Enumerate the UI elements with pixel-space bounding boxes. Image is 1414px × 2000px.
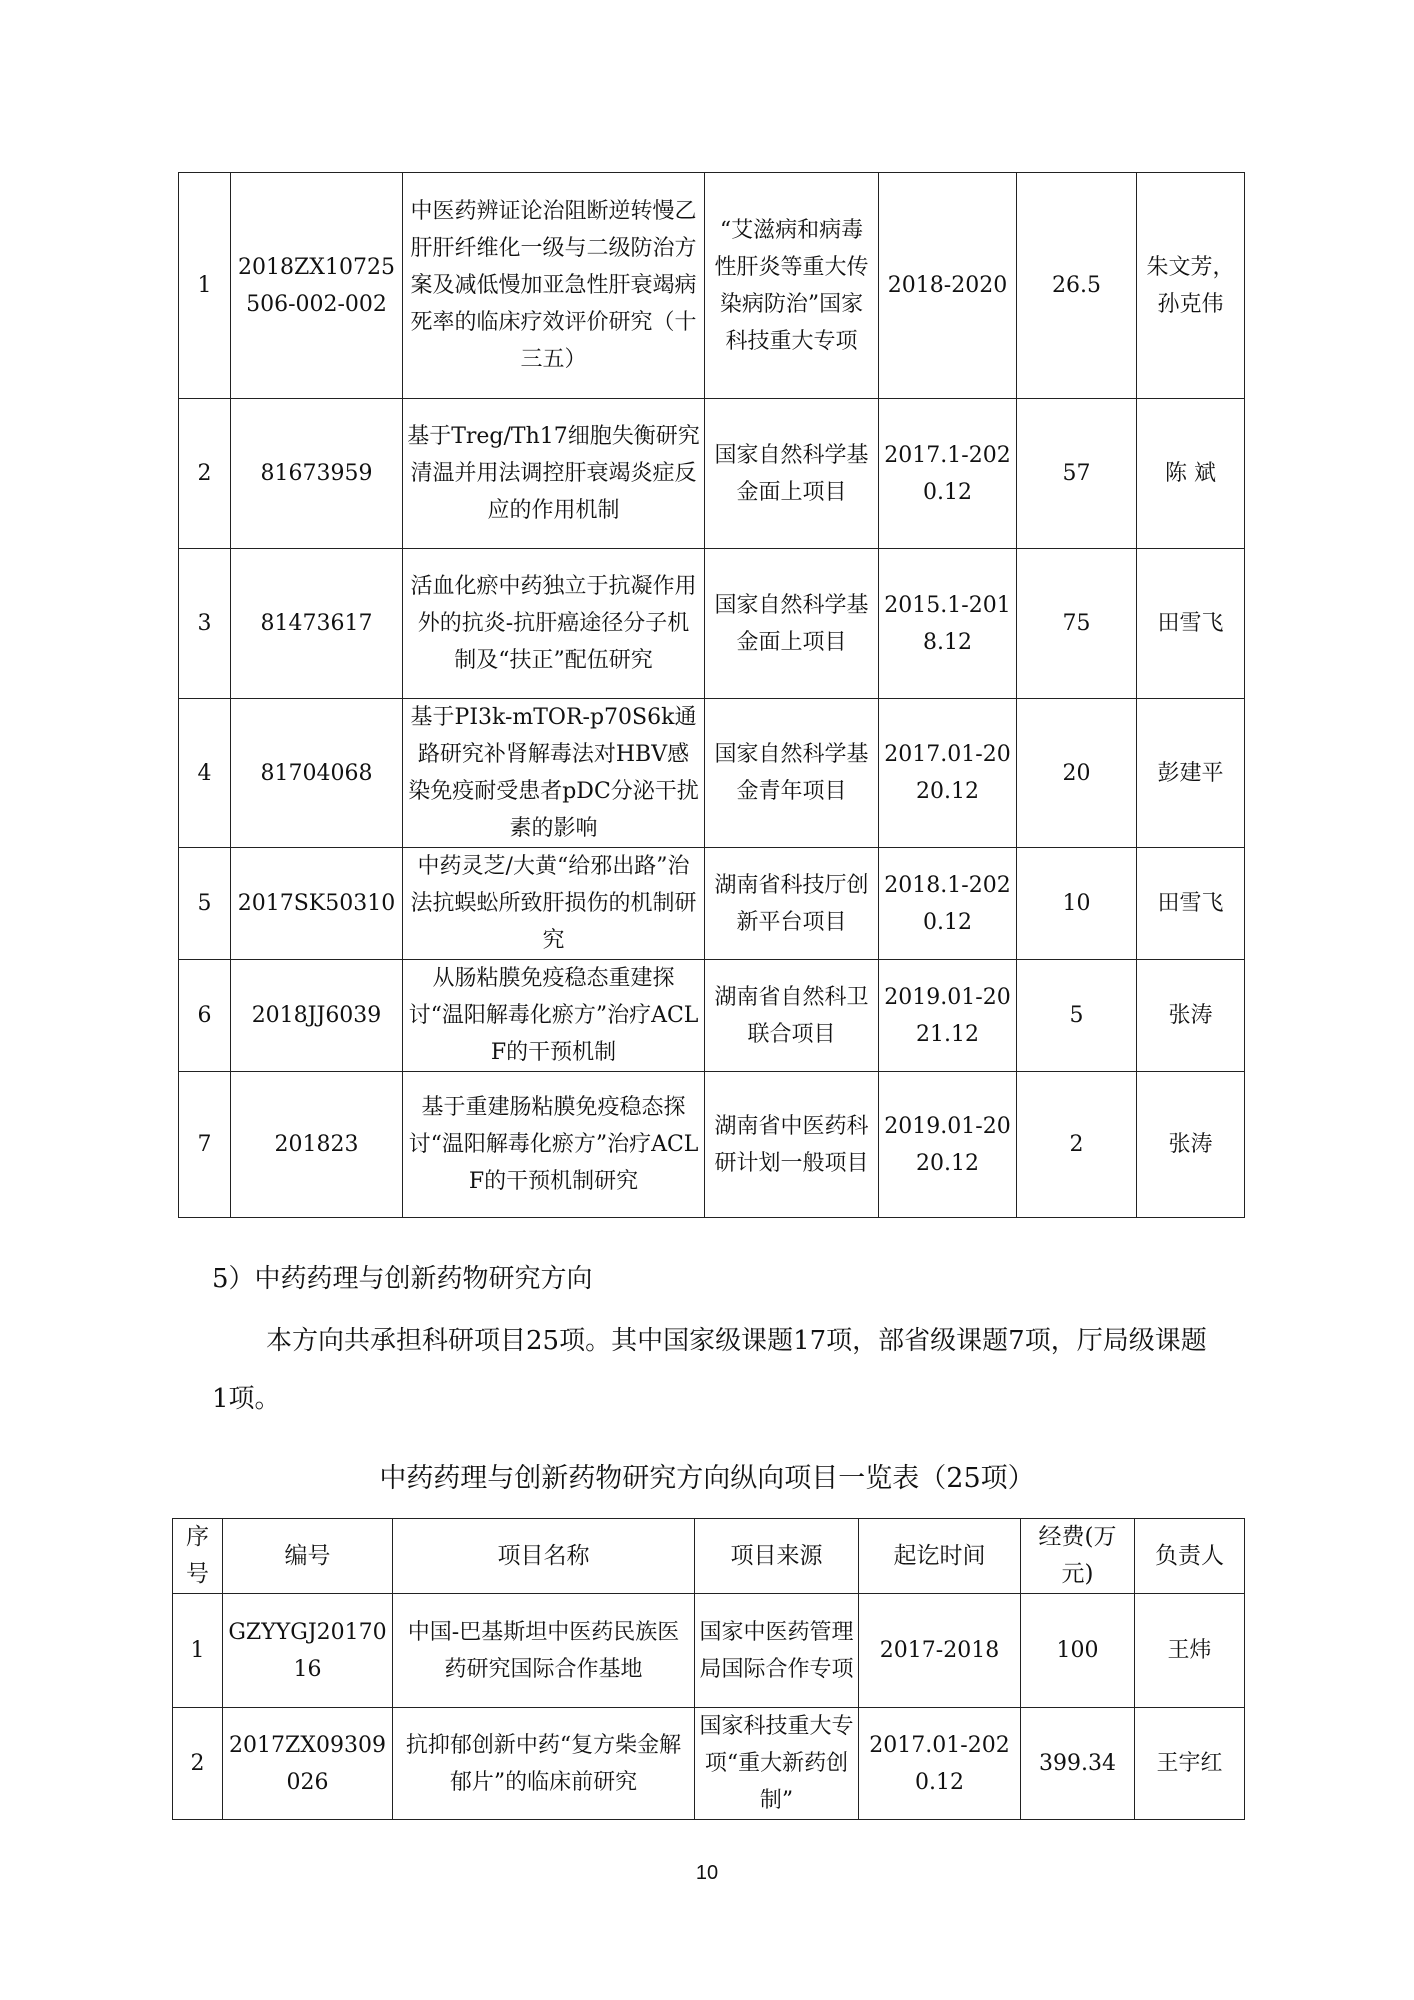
cell-leader: 王炜: [1135, 1594, 1245, 1708]
cell-period: 2018-2020: [879, 173, 1017, 399]
cell-index: 5: [179, 848, 231, 960]
cell-source: 湖南省自然科卫联合项目: [705, 960, 879, 1072]
header-code: 编号: [223, 1519, 393, 1594]
cell-leader: 张涛: [1137, 960, 1245, 1072]
cell-leader: 田雪飞: [1137, 549, 1245, 699]
cell-funding: 57: [1017, 399, 1137, 549]
cell-source: 国家自然科学基金面上项目: [705, 399, 879, 549]
cell-code: 81704068: [231, 699, 403, 848]
cell-source: 国家自然科学基金面上项目: [705, 549, 879, 699]
cell-code: GZYYGJ2017016: [223, 1594, 393, 1708]
table-row: [179, 960, 1245, 1072]
cell-code: 201823: [231, 1072, 403, 1218]
cell-name: 基于PI3k-mTOR-p70S6k通路研究补肾解毒法对HBV感染免疫耐受患者pDC分泌干扰素的影响: [403, 699, 705, 848]
cell-name: 中国-巴基斯坦中医药民族医药研究国际合作基地: [393, 1594, 695, 1708]
cell-period: 2015.1-2018.12: [879, 549, 1017, 699]
cell-period: 2019.01-2020.12: [879, 1072, 1017, 1218]
cell-funding: 10: [1017, 848, 1137, 960]
section-heading: 5）中药药理与创新药物研究方向: [212, 1264, 593, 1294]
header-name: 项目名称: [393, 1519, 695, 1594]
cell-index: 3: [179, 549, 231, 699]
table-row: [173, 1594, 1245, 1708]
cell-leader: 彭建平: [1137, 699, 1245, 848]
cell-period: 2019.01-2021.12: [879, 960, 1017, 1072]
cell-code: 2018ZX10725506-002-002: [231, 173, 403, 399]
header-period: 起讫时间: [859, 1519, 1021, 1594]
cell-name: 中医药辨证论治阻断逆转慢乙肝肝纤维化一级与二级防治方案及减低慢加亚急性肝衰竭病死率的临床疗效评价研究（十三五）: [403, 173, 705, 399]
cell-source: 国家科技重大专项“重大新药创制”: [695, 1708, 859, 1820]
cell-code: 2017ZX09309026: [223, 1708, 393, 1820]
cell-funding: 5: [1017, 960, 1137, 1072]
cell-index: 6: [179, 960, 231, 1072]
table-title: 中药药理与创新药物研究方向纵向项目一览表（25项）: [379, 1463, 1035, 1494]
cell-name: 活血化瘀中药独立于抗凝作用外的抗炎-抗肝癌途径分子机制及“扶正”配伍研究: [403, 549, 705, 699]
section-paragraph: 本方向共承担科研项目25项。其中国家级课题17项，部省级课题7项，厅局级课题1项。: [212, 1326, 1207, 1414]
cell-leader: 王宇红: [1135, 1708, 1245, 1820]
table-row: [179, 549, 1245, 699]
cell-index: 4: [179, 699, 231, 848]
cell-source: 国家自然科学基金青年项目: [705, 699, 879, 848]
table-row: [179, 1072, 1245, 1218]
cell-name: 基于重建肠粘膜免疫稳态探讨“温阳解毒化瘀方”治疗ACLF的干预机制研究: [403, 1072, 705, 1218]
header-index: 序号: [173, 1519, 223, 1594]
cell-period: 2017.1-2020.12: [879, 399, 1017, 549]
project-table-2: [172, 1518, 1245, 1820]
cell-index: 1: [179, 173, 231, 399]
header-source: 项目来源: [695, 1519, 859, 1594]
table-row: [179, 173, 1245, 399]
cell-name: 中药灵芝/大黄“给邪出路”治法抗蜈蚣所致肝损伤的机制研究: [403, 848, 705, 960]
cell-leader: 朱文芳，孙克伟: [1137, 173, 1245, 399]
project-table-1: [178, 172, 1245, 1218]
cell-funding: 399.34: [1021, 1708, 1135, 1820]
cell-funding: 20: [1017, 699, 1137, 848]
cell-code: 2017SK50310: [231, 848, 403, 960]
cell-code: 81673959: [231, 399, 403, 549]
table-header-row: [173, 1519, 1245, 1594]
cell-period: 2018.1-2020.12: [879, 848, 1017, 960]
cell-leader: 田雪飞: [1137, 848, 1245, 960]
cell-name: 从肠粘膜免疫稳态重建探讨“温阳解毒化瘀方”治疗ACLF的干预机制: [403, 960, 705, 1072]
cell-index: 2: [173, 1708, 223, 1820]
cell-funding: 100: [1021, 1594, 1135, 1708]
cell-name: 抗抑郁创新中药“复方柴金解郁片”的临床前研究: [393, 1708, 695, 1820]
cell-period: 2017.01-2020.12: [879, 699, 1017, 848]
cell-leader: 陈 斌: [1137, 399, 1245, 549]
cell-source: 湖南省中医药科研计划一般项目: [705, 1072, 879, 1218]
cell-leader: 张涛: [1137, 1072, 1245, 1218]
cell-funding: 26.5: [1017, 173, 1137, 399]
cell-period: 2017.01-2020.12: [859, 1708, 1021, 1820]
cell-period: 2017-2018: [859, 1594, 1021, 1708]
cell-source: 国家中医药管理局国际合作专项: [695, 1594, 859, 1708]
cell-index: 7: [179, 1072, 231, 1218]
page-number: 10: [695, 1862, 719, 1884]
cell-code: 2018JJ6039: [231, 960, 403, 1072]
header-funding: 经费(万元): [1021, 1519, 1135, 1594]
cell-source: 湖南省科技厅创新平台项目: [705, 848, 879, 960]
cell-name: 基于Treg/Th17细胞失衡研究清温并用法调控肝衰竭炎症反应的作用机制: [403, 399, 705, 549]
cell-index: 1: [173, 1594, 223, 1708]
table-row: [179, 399, 1245, 549]
cell-code: 81473617: [231, 549, 403, 699]
header-leader: 负责人: [1135, 1519, 1245, 1594]
table-row: [173, 1708, 1245, 1820]
cell-funding: 75: [1017, 549, 1137, 699]
cell-source: “艾滋病和病毒性肝炎等重大传染病防治”国家科技重大专项: [705, 173, 879, 399]
table-row: [179, 848, 1245, 960]
cell-funding: 2: [1017, 1072, 1137, 1218]
cell-index: 2: [179, 399, 231, 549]
table-row: [179, 699, 1245, 848]
